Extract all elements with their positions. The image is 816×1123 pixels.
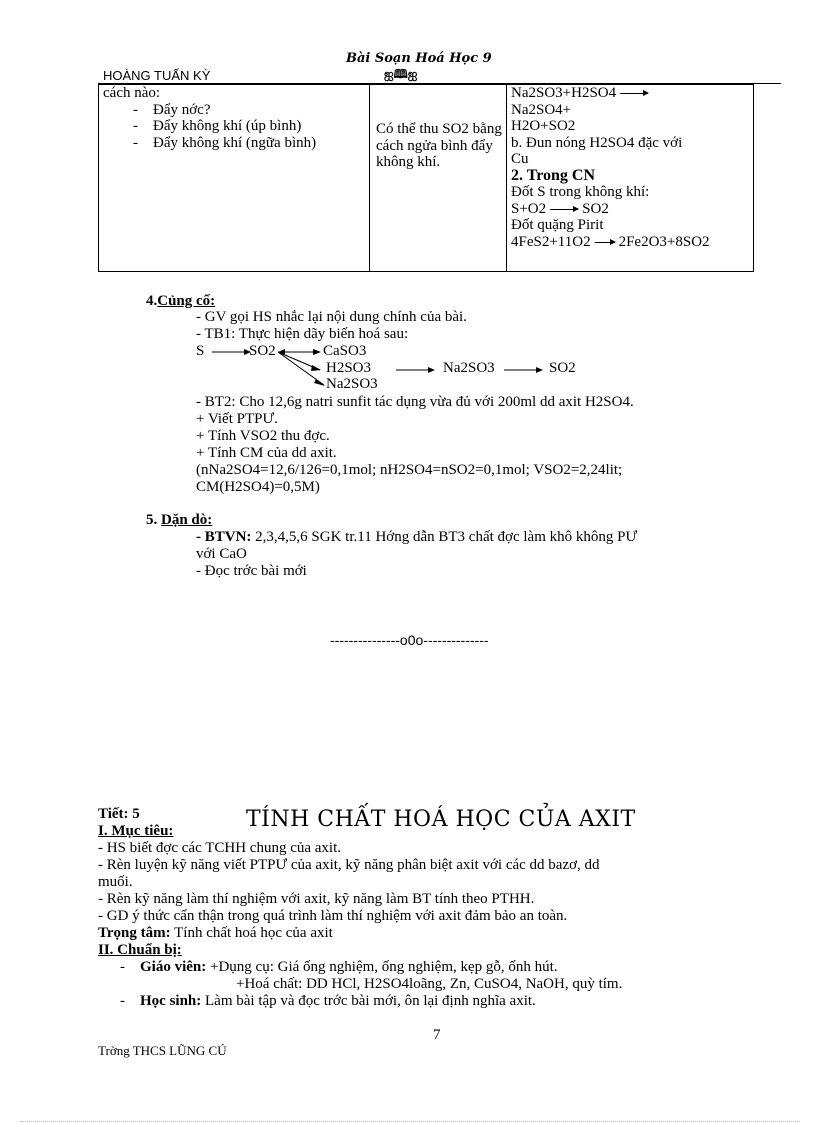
section5-line: - Đọc trớc bài mới <box>196 563 307 579</box>
scheme-s: S <box>196 343 205 359</box>
objective-line: - Rèn kỹ năng làm thí nghiệm với axit, kỹ năng làm BT tính theo PTHH. <box>98 891 535 907</box>
section4-line: (nNa2SO4=12,6/126=0,1mol; nH2SO4=nSO2=0,1mol; VSO2=2,24lit; <box>196 462 623 478</box>
focus-line: Trọng tâm: Tính chất hoá học của axit <box>98 925 333 941</box>
table-row <box>99 85 754 272</box>
section4-line: CM(H2SO4)=0,5M) <box>196 479 320 495</box>
objective-line: - HS biết đợc các TCHH chung của axit. <box>98 840 342 856</box>
notes-line: H2O+SO2 <box>511 118 576 134</box>
lesson-title: TÍNH CHẤT HOÁ HỌC CỦA AXIT <box>246 807 636 832</box>
list-item: - Đẩy không khí (ngữa bình) <box>103 135 365 152</box>
notes-line: Na2SO3+H2SO4 <box>511 85 749 102</box>
objective-line: - GD ý thức cẩn thận trong quá trình làm thí nghiệm với axit đảm bảo an toàn. <box>98 908 568 924</box>
section-heading-4: 4.Củng cố: <box>146 293 216 309</box>
question-intro: cách nào: <box>103 85 161 101</box>
scheme-na2so3: Na2SO3 <box>443 360 495 376</box>
scheme-caso3: CaSO3 <box>323 343 367 359</box>
scheme-so2: SO2 <box>249 343 276 359</box>
notes-line: b. Đun nóng H2SO4 đặc với <box>511 134 683 151</box>
teacher-line-2: +Hoá chất: DD HCl, H2SO4loãng, Zn, CuSO4, NaOH, quỳ tím. <box>236 976 623 992</box>
objective-line: - Rèn luyện kỹ năng viết PTPƯ của axit, kỹ năng phân biệt axit với các dd bazơ, dd <box>98 857 600 873</box>
lesson-number: Tiết: 5 <box>98 806 140 822</box>
table-cell-question <box>99 85 370 272</box>
section5-line: - BTVN: 2,3,4,5,6 SGK tr.11 Hớng dẫn BT3 chất đợc làm khô không PƯ <box>196 529 638 545</box>
table-cell-notes <box>507 85 754 272</box>
right-arrow-icon <box>550 209 578 210</box>
scheme-h2so3: H2SO3 <box>326 360 372 376</box>
section-heading-preparation: II. Chuẩn bị: <box>98 942 182 958</box>
list-item: - Đẩy nớc? <box>103 102 365 119</box>
student-line: - Học sinh: Làm bài tập và đọc trớc bài mới, ôn lại định nghĩa axit. <box>120 993 536 1009</box>
section4-line: + Tính VSO2 thu đợc. <box>196 428 330 444</box>
list-item: - Đẩy không khí (úp bình) <box>103 118 365 135</box>
separator: ---------------o0o-------------- <box>330 632 489 648</box>
objective-line: muối. <box>98 874 133 890</box>
table-cell-answer <box>370 85 507 272</box>
notes-line: Na2SO4+ <box>511 101 572 118</box>
notes-heading: 2. Trong CN <box>511 166 596 184</box>
section-heading-objectives: I. Mục tiêu: <box>98 823 174 839</box>
reaction-arrows-2 <box>394 364 694 376</box>
section4-line: - BT2: Cho 12,6g natri sunfit tác dụng vừa đủ với 200ml dd axit H2SO4. <box>196 394 634 410</box>
footer-school: Trờng THCS LŨNG CÚ <box>98 1043 227 1058</box>
section4-line: + Tính CM của dd axit. <box>196 445 337 461</box>
section-heading-5: 5. Dặn dò: <box>146 512 213 528</box>
lesson-table <box>98 84 754 272</box>
page-bottom-rule <box>20 1121 800 1122</box>
section4-line: - TB1: Thực hiện dãy biến hoá sau: <box>196 326 409 342</box>
notes-equation: 4FeS2+11O2 2Fe2O3+8SO2 <box>511 233 710 250</box>
notes-line: Đốt S trong không khí: <box>511 184 650 200</box>
header-ornament: ஐ🕮ஐ <box>384 67 418 81</box>
scheme-na2so3-b: Na2SO3 <box>326 376 378 392</box>
right-arrow-icon <box>595 242 615 243</box>
right-arrow-icon <box>620 93 648 94</box>
section4-line: + Viết PTPƯ. <box>196 411 278 427</box>
scheme-so2-final: SO2 <box>549 360 576 376</box>
section4-line: - GV gọi HS nhắc lại nội dung chính của bài. <box>196 309 467 325</box>
header-author: HOÀNG TUẤN KỲ <box>103 68 211 83</box>
notes-line: Đốt quặng Pirit <box>511 217 604 233</box>
teacher-line: - Giáo viên: +Dụng cụ: Giá ống nghiệm, ống nghiệm, kẹp gỗ, ốnh hút. <box>120 959 558 975</box>
page-number: 7 <box>433 1027 441 1043</box>
answer-text: Có thể thu SO2 bằng cách ngửa bình đẩy không khí. <box>376 121 502 170</box>
header-title: Bài Soạn Hoá Học 9 <box>346 51 492 66</box>
section5-line: với CaO <box>196 546 247 562</box>
notes-line: Cu <box>511 151 529 167</box>
notes-equation: S+O2 SO2 <box>511 200 609 217</box>
